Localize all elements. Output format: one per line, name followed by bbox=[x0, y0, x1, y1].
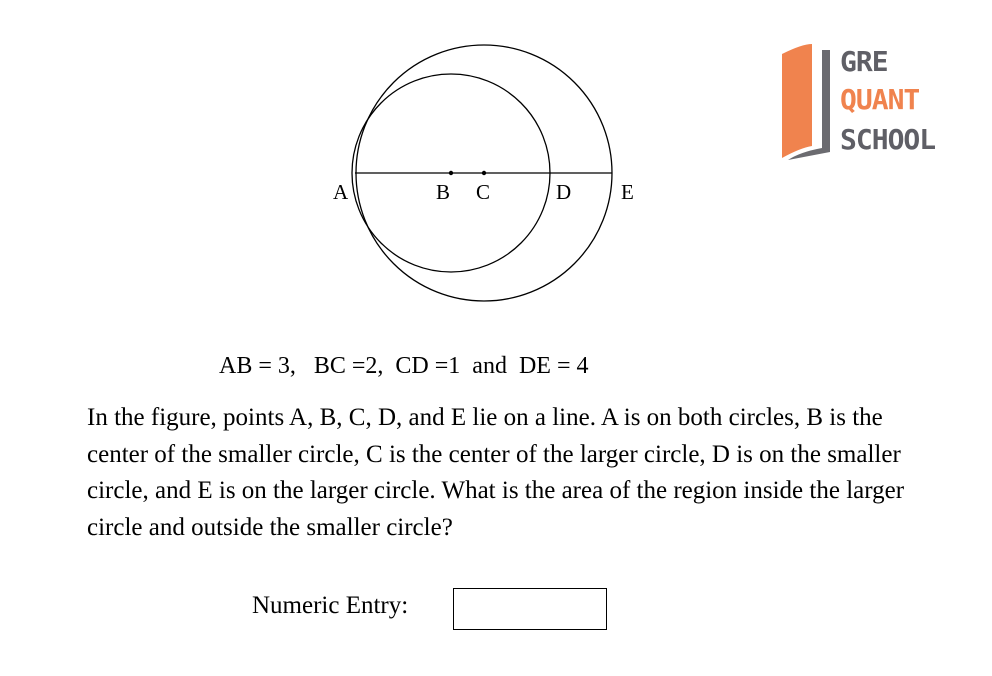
label-point-a: A bbox=[333, 180, 349, 204]
gre-quant-school-logo bbox=[778, 40, 958, 165]
label-point-c: C bbox=[476, 180, 491, 204]
numeric-entry-input[interactable] bbox=[453, 588, 607, 630]
given-lengths: AB = 3, BC =2, CD =1 and DE = 4 bbox=[219, 353, 589, 379]
book-icon bbox=[778, 40, 838, 162]
question-text: In the figure, points A, B, C, D, and E lie on a line. A is on both circles, B is the center of the smaller circle, C is the center of the larger circle, D is on the smaller circle, and E is on the larger circle. What is the area of the region inside the larger circle and outside the smaller circle? bbox=[87, 404, 905, 541]
label-point-e: E bbox=[621, 180, 634, 204]
logo-text-gre: GRE bbox=[840, 45, 888, 78]
label-point-d: D bbox=[556, 180, 572, 204]
logo-text-quant: QUANT bbox=[840, 83, 920, 116]
label-point-b: B bbox=[436, 180, 451, 204]
point-c-dot bbox=[482, 171, 486, 175]
logo-text-school: SCHOOL bbox=[840, 123, 936, 156]
point-b-dot bbox=[449, 171, 453, 175]
numeric-entry-label: Numeric Entry: bbox=[252, 592, 409, 619]
